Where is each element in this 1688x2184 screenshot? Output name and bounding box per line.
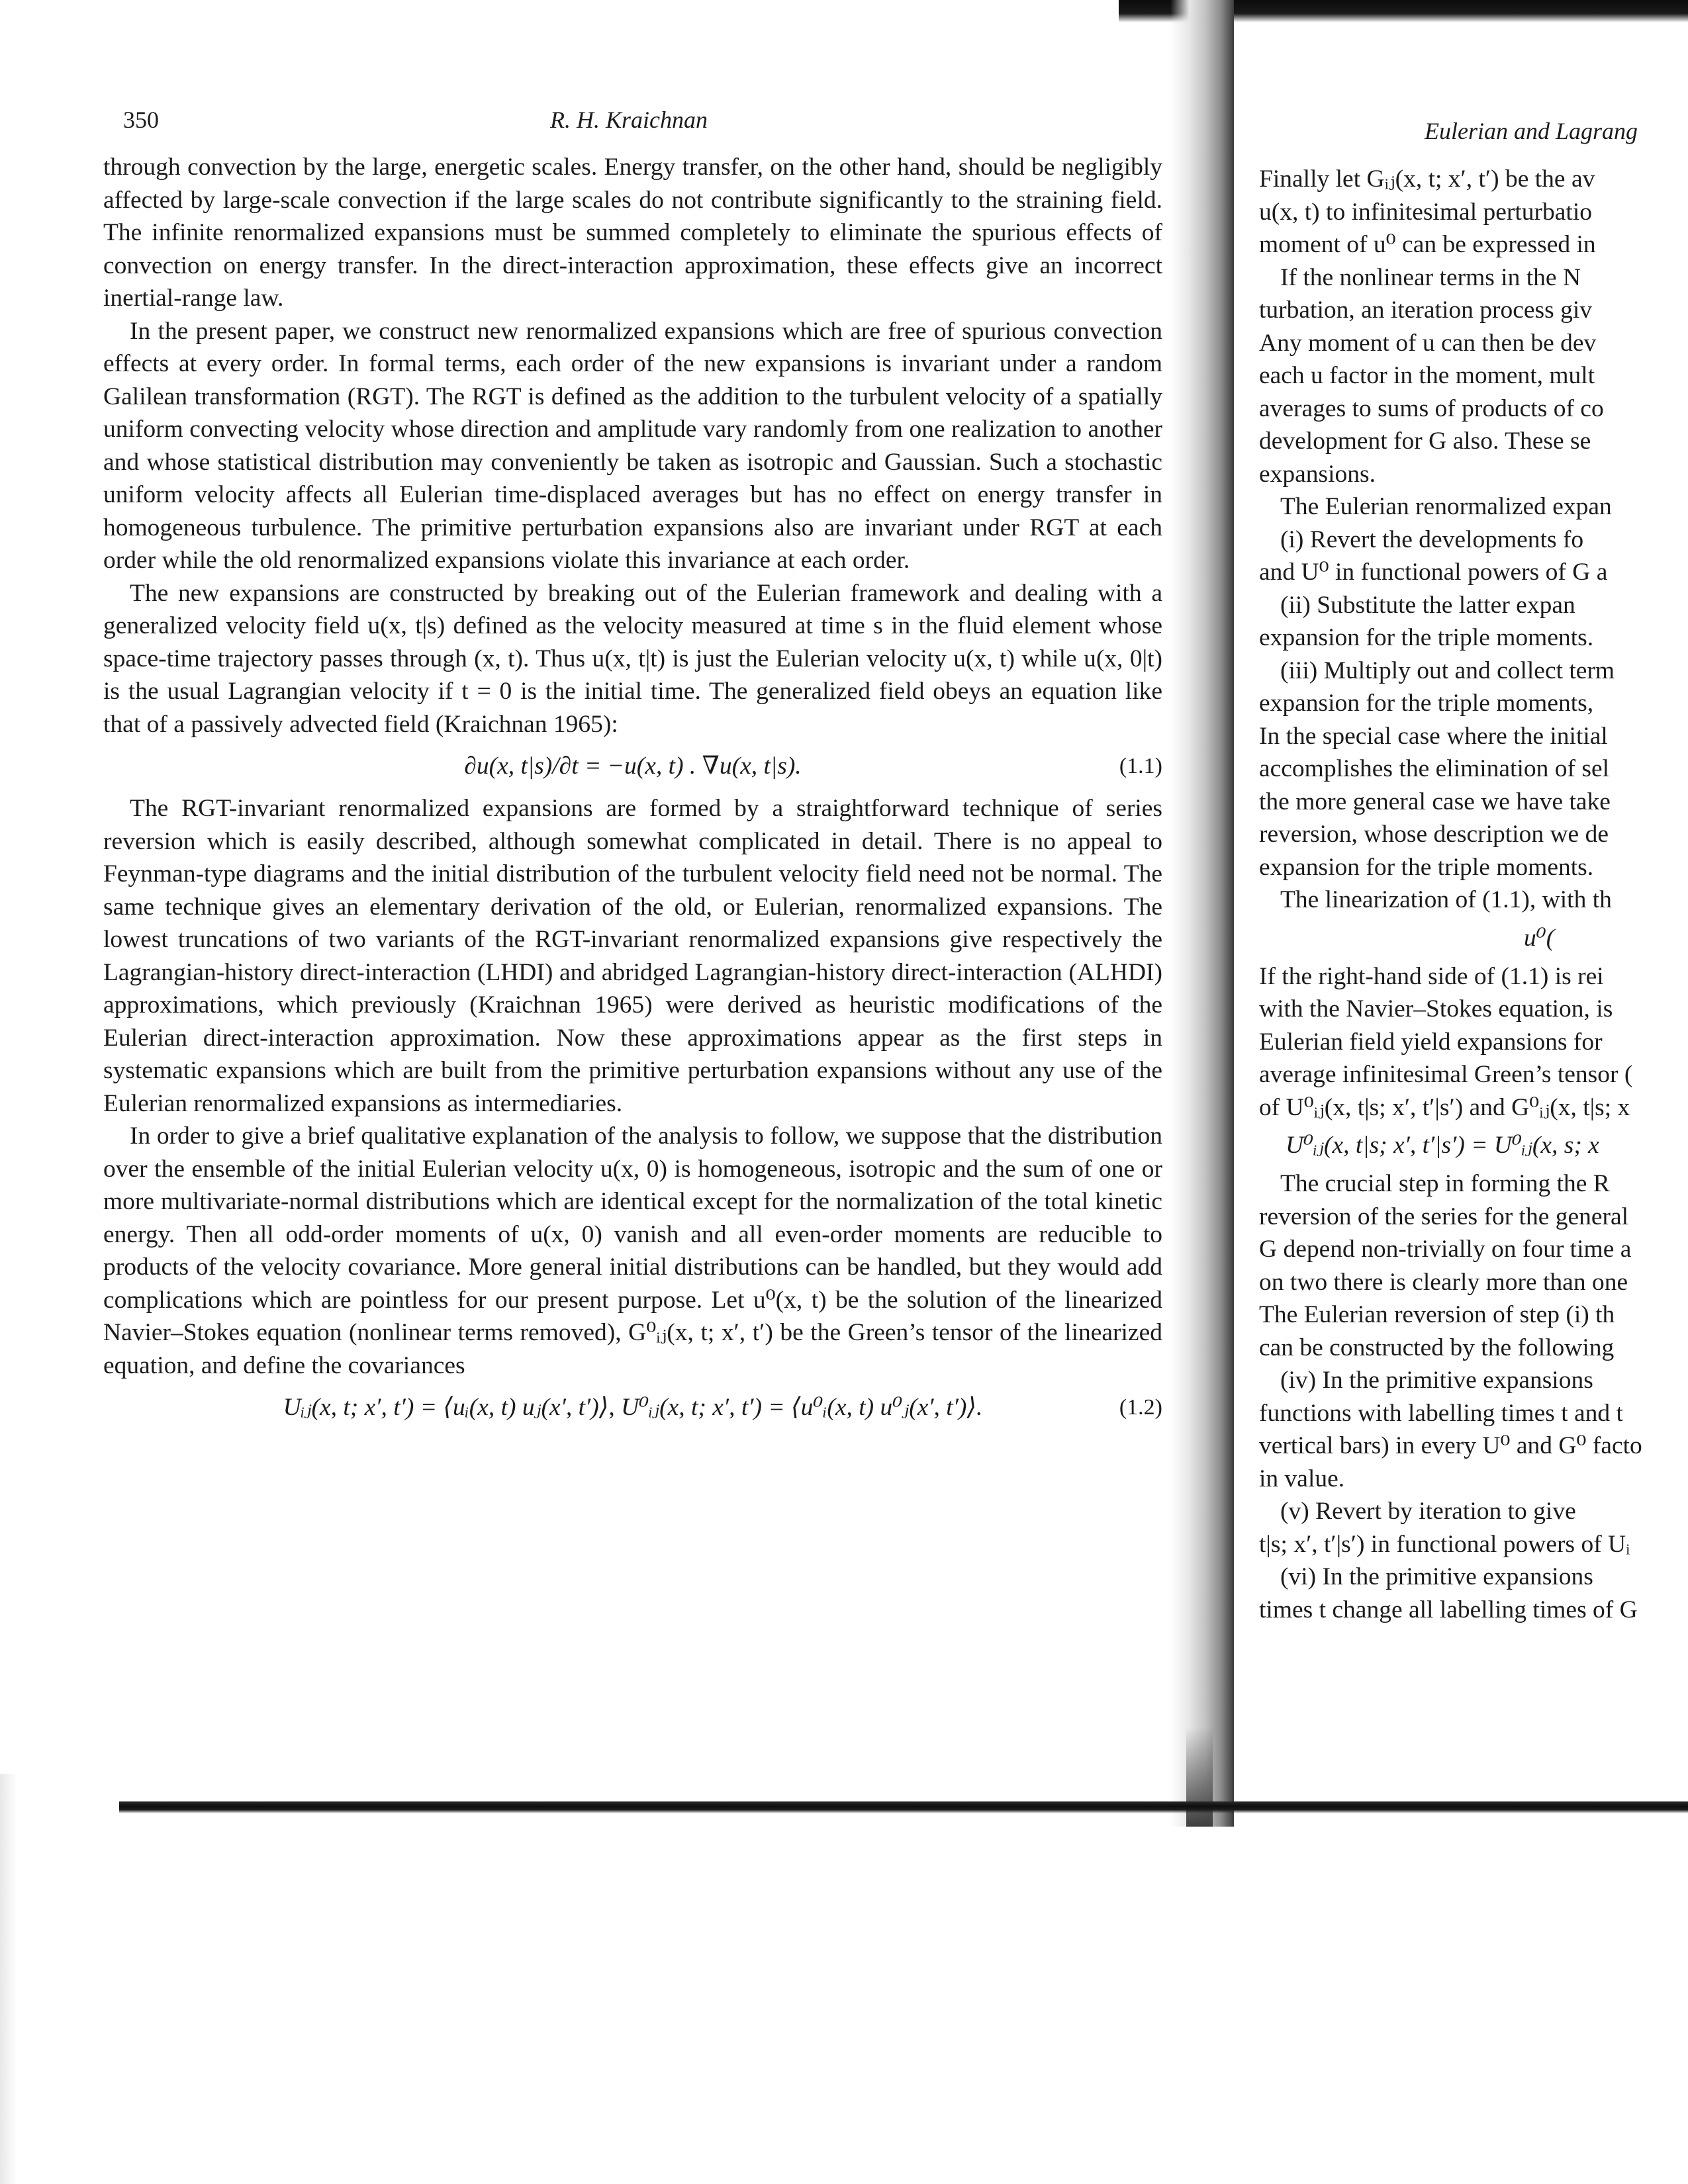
text-line: The linearization of (1.1), with th xyxy=(1280,886,1612,913)
right-page-fragment xyxy=(1259,93,1683,1626)
text-line: (v) Revert by iteration to give xyxy=(1280,1498,1576,1525)
text-line: The crucial step in forming the R xyxy=(1280,1170,1610,1197)
text-line: (vi) In the primitive expansions xyxy=(1280,1563,1593,1590)
left-page-header xyxy=(99,93,1158,140)
text-line: the more general case we have take xyxy=(1259,788,1611,815)
scan-left-edge xyxy=(0,1774,17,2184)
text-line: Finally let Gᵢⱼ(x, t; x′, t′) be the av xyxy=(1259,165,1595,193)
text-line: vertical bars) in every U⁰ and G⁰ facto xyxy=(1259,1432,1642,1459)
text-line: accomplishes the elimination of sel xyxy=(1259,755,1610,782)
text-line: If the right-hand side of (1.1) is rei xyxy=(1259,962,1604,990)
paragraph: through convection by the large, energetic scales. Energy transfer, on the other hand, should be negligibly affected by large-scale convection if the large scales do not contribute significantly to the straining field. The infinite renormalized expansions must be summed completely to eliminate the spurious effects of convection on energy transfer. In the direct-interaction approximation, these effects give an incorrect inertial-range law. xyxy=(103,154,1162,312)
text-line: expansion for the triple moments. xyxy=(1259,624,1594,651)
text-line: t|s; x′, t′|s′) in functional powers of Uᵢ xyxy=(1259,1530,1630,1558)
equation-number: (1.2) xyxy=(1119,1395,1162,1420)
book-spine-gutter xyxy=(1170,0,1234,1827)
equation-text: ∂u(x, t|s)/∂t = −u(x, t) . ∇u(x, t|s). xyxy=(464,752,802,780)
running-head xyxy=(99,93,1158,140)
paragraph: In the present paper, we construct new renormalized expansions which are free of spurious convection effects at every order. In formal terms, each order of the new expansions is invariant under a random Galilean transformation (RGT). The RGT is defined as the addition to the turbulent velocity of a spatially uniform convecting velocity whose direction and amplitude vary randomly from one realization to another and whose statistical distribution may conveniently be taken as isotropic and Gaussian. Such a stochastic uniform velocity affects all Eulerian time-displaced averages but has no effect on energy transfer in homogeneous turbulence. The primitive perturbation expansions also are invariant under RGT at each order while the old renormalized expansions violate this invariance at each order. xyxy=(103,317,1162,574)
text-line: expansion for the triple moments. xyxy=(1259,853,1594,881)
text-line: times t change all labelling times of G xyxy=(1259,1596,1638,1623)
text-line: Eulerian field yield expansions for xyxy=(1259,1028,1603,1056)
equation-text: Uᵢⱼ(x, t; x′, t′) = ⟨uᵢ(x, t) uⱼ(x′, t′)⟩, U⁰ᵢⱼ(x, t; x′, t′) = ⟨u⁰ᵢ(x, t) u⁰ⱼ(x′, t′)⟩. xyxy=(283,1394,983,1421)
text-line: with the Navier–Stokes equation, is xyxy=(1259,995,1613,1023)
paragraph: The new expansions are constructed by breaking out of the Eulerian framework and dealing with a generalized velocity field u(x, t|s) defined as the velocity measured at time s in the fluid element whose space-time trajectory passes through (x, t). Thus u(x, t|t) is just the Eulerian velocity u(x, t) while u(x, 0|t) is the usual Lagrangian velocity if t = 0 is the initial time. The generalized field obeys an equation like that of a passively advected field (Kraichnan 1965): xyxy=(103,579,1162,738)
text-line: functions with labelling times t and t xyxy=(1259,1399,1623,1427)
text-line: on two there is clearly more than one xyxy=(1259,1268,1628,1296)
paragraph: The RGT-invariant renormalized expansions are formed by a straightforward technique of series reversion which is easily described, although somewhat complicated in detail. There is no appeal to Feynman-type diagrams and the initial distribution of the turbulent velocity field need not be normal. The same technique gives an elementary derivation of the old, or Eulerian, renormalized expansions. The lowest truncations of two variants of the RGT-invariant renormalized expansions give respectively the Lagrangian-history direct-interaction (LHDI) and abridged Lagrangian-history direct-interaction (ALHDI) approximations, which previously (Kraichnan 1965) were derived as heuristic modifications of the Eulerian direct-interaction approximation. Now these approximations appear as the first steps in systematic expansions which are built from the primitive perturbation expansions without any use of the Eulerian renormalized expansions as intermediaries. xyxy=(103,795,1162,1117)
page-number: 350 xyxy=(123,107,159,133)
equation-fragment: U⁰ᵢⱼ(x, t|s; x′, t′|s′) = U⁰ᵢⱼ(x, s; x xyxy=(1286,1132,1599,1159)
text-line: development for G also. These se xyxy=(1259,428,1591,455)
author-running-head: R. H. Kraichnan xyxy=(550,107,708,133)
text-line: u(x, t) to infinitesimal perturbatio xyxy=(1259,198,1593,226)
text-line: in value. xyxy=(1259,1465,1345,1492)
text-line: In the special case where the initial xyxy=(1259,722,1608,750)
left-page-body xyxy=(103,151,1162,1433)
equation-1-2 xyxy=(103,1390,1162,1426)
text-line: (i) Revert the developments fo xyxy=(1280,525,1584,553)
text-line: (iii) Multiply out and collect term xyxy=(1280,657,1615,684)
right-page-lines xyxy=(1259,163,1683,917)
right-page-lines xyxy=(1259,960,1683,1124)
right-running-head: Eulerian and Lagrang xyxy=(1425,118,1638,144)
equation-fragment: u⁰( xyxy=(1524,924,1555,952)
text-line: of U⁰ᵢⱼ(x, t|s; x′, t′|s′) and G⁰ᵢⱼ(x, t|s; x xyxy=(1259,1093,1630,1121)
text-line: G depend non-trivially on four time a xyxy=(1259,1236,1632,1263)
text-line: expansion for the triple moments, xyxy=(1259,690,1594,717)
text-line: The Eulerian renormalized expan xyxy=(1280,493,1612,520)
text-line: average infinitesimal Green’s tensor ( xyxy=(1259,1061,1633,1088)
text-line: Any moment of u can then be dev xyxy=(1259,329,1597,357)
text-line: (ii) Substitute the latter expan xyxy=(1280,591,1575,619)
text-line: expansions. xyxy=(1259,460,1376,488)
equation-number: (1.1) xyxy=(1119,754,1162,778)
text-line: If the nonlinear terms in the N xyxy=(1280,263,1581,291)
text-line: reversion of the series for the general xyxy=(1259,1203,1629,1230)
text-line: and U⁰ in functional powers of G a xyxy=(1259,559,1608,586)
scan-bottom-edge xyxy=(119,1801,1688,1813)
text-line: turbation, an iteration process giv xyxy=(1259,296,1592,324)
text-line: The Eulerian reversion of step (i) th xyxy=(1259,1301,1615,1328)
equation-1-1 xyxy=(103,749,1162,784)
text-line: averages to sums of products of co xyxy=(1259,394,1604,422)
text-line: reversion, whose description we de xyxy=(1259,821,1609,848)
text-line: each u factor in the moment, mult xyxy=(1259,362,1595,389)
text-line: moment of u⁰ can be expressed in xyxy=(1259,231,1596,258)
paragraph: In order to give a brief qualitative explanation of the analysis to follow, we suppose that the distribution over the ensemble of the initial Eulerian velocity u(x, 0) is homogeneous, isotropic and the sum of one or more multivariate-normal distributions which are identical except for the normalization of the total kinetic energy. Then all odd-order moments of u(x, 0) vanish and all even-order moments are reducible to products of the velocity covariance. More general initial distributions can be handled, but they would add complications which are pointless for our present purpose. Let u⁰(x, t) be the solution of the linearized Navier–Stokes equation (nonlinear terms removed), G⁰ᵢⱼ(x, t; x′, t′) be the Green’s tensor of the linearized equation, and define the covariances xyxy=(103,1122,1162,1379)
text-line: (iv) In the primitive expansions xyxy=(1280,1367,1593,1394)
right-page-lines xyxy=(1259,1167,1683,1626)
text-line: can be constructed by the following xyxy=(1259,1334,1615,1361)
